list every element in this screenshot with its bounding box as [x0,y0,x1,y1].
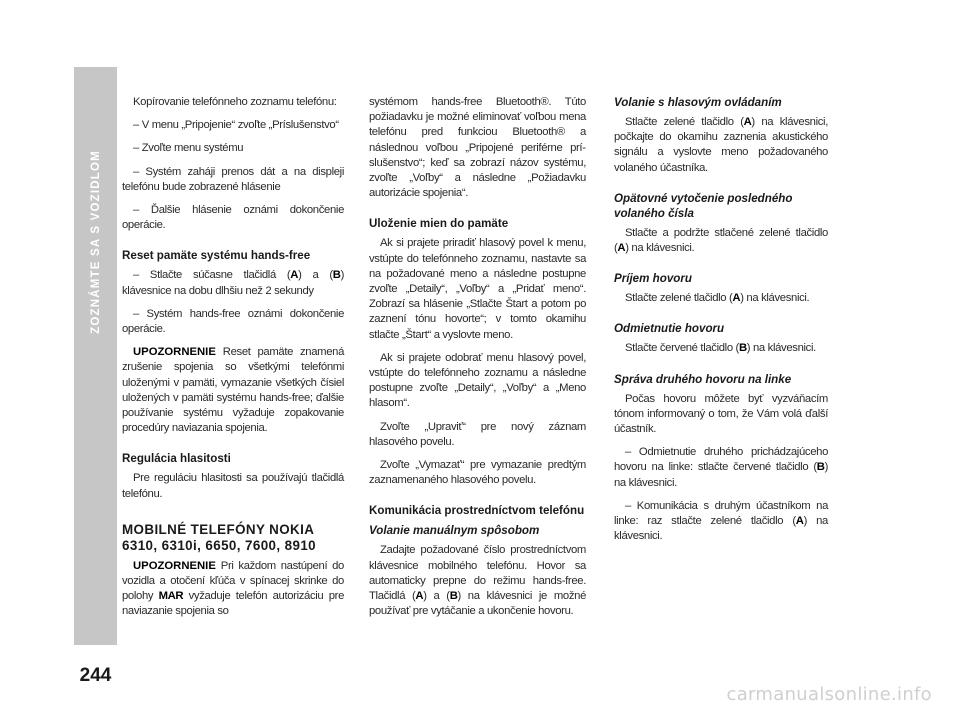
paragraph: Pre reguláciu hlasitosti sa používajú tlačidlá telefónu. [122,472,344,500]
paragraph: Stlačte a podržte stlačené zelené tlačidlo (A) na klávesnici. [614,226,828,255]
subheading-manual-call: Volanie manuálnym spôsobom [369,524,540,538]
section-heading-save-names: Uloženie mien do pamäte [369,217,509,231]
subheading-redial: Opätovné vytočenie posledného volaného čísla [614,191,793,220]
section-heading-nokia: MOBILNÉ TELEFÓNY NOKIA 6310, 6310i, 6650, 7600, 8910 [122,521,317,553]
paragraph: Stlačte zelené tlačidlo (A) na klávesnici, počkajte do okamihu zaznenia akustického signálu a vyslovte meno požadovaného volaného účastníka. [614,116,828,174]
paragraph: – Systém zaháji prenos dát a na displeji telefónu bude zobrazené hlásenie [122,165,344,193]
page-number: 244 [79,665,112,686]
paragraph: Kopírovanie telefónneho zoznamu telefónu: [133,96,337,108]
text-column-3 [614,95,828,552]
warning-paragraph: UPOZORNENIE Pri každom nastúpení do vozidla a otočení kľúča v spínacej skrinke do polohy MAR vyžaduje telefón autorizáciu pre naviazanie spojenia so [122,559,345,618]
subheading-second-call: Správa druhého hovoru na linke [614,372,792,386]
paragraph: – Komunikácia s druhým účastníkom na linke: raz stlačte zelené tlačidlo (A) na klávesnici. [614,499,828,543]
section-heading-volume: Regulácia hlasitosti [122,452,231,466]
warning-label: UPOZORNENIE [133,559,216,572]
watermark: carmanualsonline.info [726,684,932,705]
paragraph: Ak si prajete odobrať menu hlasový povel, vstúpte do telefónneho zoznamu a následne postupne zvoľte „Detaily“, „Voľby“ a „Meno hlasom“. [369,351,586,410]
subheading-reject-call: Odmietnutie hovoru [614,322,725,336]
paragraph: systémom hands-free Bluetooth®. Túto požiadavku je možné eliminovať voľbou mena telefónu pred funkciou Bluetooth® a následnou voľbou „Pripojené periférne príslušenstvo“; keď sa zobrazí názov systému, zvoľte „Voľby“ a následne „Požiadavku autorizácie spojenia“. [369,96,586,200]
text-column-2 [369,95,586,627]
section-heading-reset: Reset pamäte systému hands-free [122,249,311,263]
chapter-title: ZOZNÁMTE SA S VOZIDLOM [89,150,102,334]
subheading-voice-call: Volanie s hlasovým ovládaním [614,96,782,109]
section-heading-communication: Komunikácia prostredníctvom telefónu [369,504,585,518]
chapter-sidebar [74,67,117,686]
paragraph: Stlačte červené tlačidlo (B) na klávesnici. [625,342,816,355]
paragraph: – Ďalšie hlásenie oznámi dokončenie operácie. [122,204,344,232]
paragraph: Ak si prajete priradiť hlasový povel k menu, vstúpte do telefónneho zoznamu, nastavte sa na požadované meno a následne postupne zvoľte „Detaily“, „Voľby“ a „Pridať meno“. Zobrazí sa hlásenie „Stlačte Štart a potom po zaznení tónu hovorte“; v tomto okamihu stlačte „Štart“ a vyslovte meno. [369,237,586,341]
paragraph: – Stlačte súčasne tlačidlá (A) a (B) klávesnice na dobu dlhšiu než 2 sekundy [122,269,344,297]
paragraph: – Systém hands-free oznámi dokončenie operácie. [122,307,344,336]
paragraph: Zvoľte „Vymazať“ pre vymazanie predtým zaznamenaného hlasového povelu. [369,459,586,487]
warning-paragraph: UPOZORNENIE Reset pamäte znamená zrušenie spojenia so všetkými telefónmi uloženými v pamäti, vymazanie všetkých čísiel uložených v pamäti systému hands-free; ďalšie používanie systému vyžaduje zopakovanie procedúry naviazania spojenia. [122,346,344,435]
paragraph: – V menu „Pripojenie“ zvoľte „Príslušenstvo“ [133,119,339,132]
paragraph: – Zvoľte menu systému [133,142,244,155]
paragraph: Zadajte požadované číslo prostredníctvom klávesnice mobilného telefónu. Hovor sa automaticky prepne do režimu hands-free. Tlačidlá (A) a (B) na klávesnici je možné používať pre vytáčanie a ukončenie hovoru. [369,544,586,618]
subheading-receive-call: Príjem hovoru [614,272,692,286]
paragraph: Počas hovoru môžete byť vyzváňacím tónom informovaný o tom, že Vám volá ďalší účastník. [614,392,828,436]
paragraph: Zvoľte „Upraviť“ pre nový záznam hlasového povelu. [369,420,586,448]
paragraph: – Odmietnutie druhého prichádzajúceho hovoru na linke: stlačte červené tlačidlo (B) na klávesnici. [614,446,828,489]
paragraph: Stlačte zelené tlačidlo (A) na klávesnici. [625,292,810,305]
text-column-1 [122,95,344,628]
warning-label: UPOZORNENIE [133,346,216,359]
